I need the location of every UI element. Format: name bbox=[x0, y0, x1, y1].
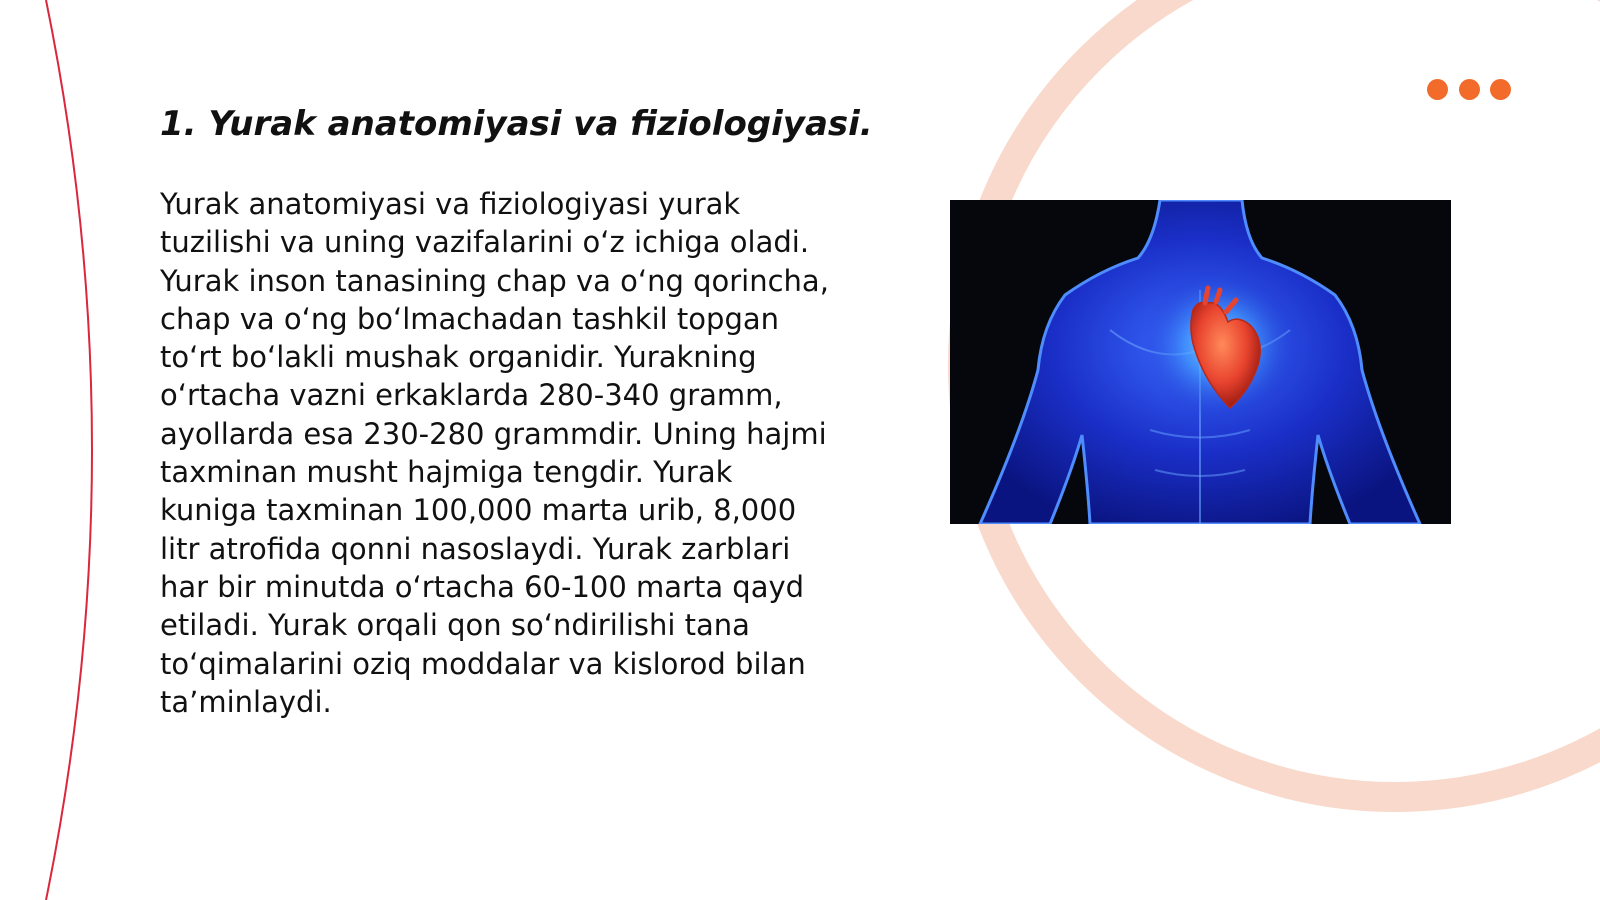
menu-dots bbox=[1427, 79, 1513, 101]
slide-title: 1. Yurak anatomiyasi va fiziologiyasi. bbox=[160, 104, 873, 144]
body-paragraph: Yurak anatomiyasi va fiziologiyasi yurak tuzilishi va uning vazifalarini o‘z ichiga oladi. Yurak inson tanasining chap va o‘ng qorincha, chap va o‘ng bo‘lmachadan tashkil topgan to‘rt bo‘lakli mushak organidir. Yurakning o‘rtacha vazni erkaklarda 280-340 gramm, ayollarda esa 230-280 grammdir. Uning hajmi taxminan musht hajmiga tengdir. Yurak kuniga taxminan 100,000 marta urib, 8,000 litr atrofida qonni nasoslaydi. Yurak zarblari har bir minutda o‘rtacha 60-100 marta qayd etiladi. Yurak orqali qon so‘ndirilishi tana to‘qimalarini oziq moddalar va kislorod bilan ta’minlaydi. bbox=[160, 187, 829, 719]
left-accent-curve bbox=[46, 0, 92, 900]
heart-anatomy-image bbox=[950, 200, 1451, 524]
heart-anatomy-illustration-icon bbox=[950, 200, 1451, 524]
dot-2 bbox=[1459, 79, 1480, 100]
dot-1 bbox=[1427, 79, 1448, 100]
dot-3 bbox=[1490, 79, 1511, 100]
